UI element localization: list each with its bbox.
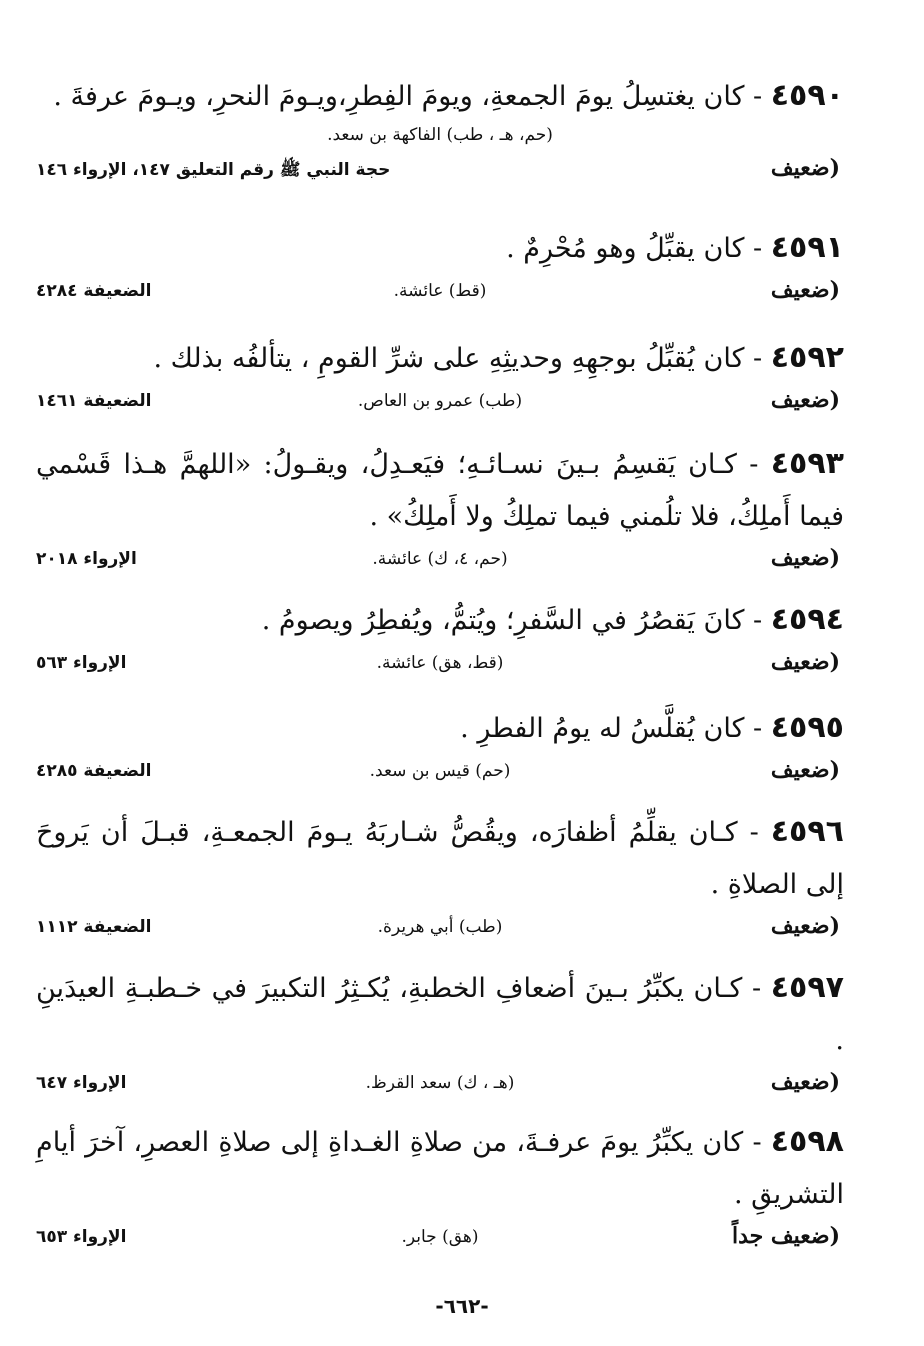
hadith-text: ٤٥٩١ - كان يقبِّلُ وهو مُحْرِمٌ . — [506, 230, 844, 265]
hadith-reference: الإرواء ٢٠١٨ — [36, 549, 137, 569]
hadith-text: ٤٥٩٨ - كان يكبِّرُ يومَ عرفـةَ، من صلاةِ الغـداةِ إلى صلاةِ العصرِ، آخرَ أيامِ التشريقِ . — [36, 1124, 844, 1210]
hadith-entry-4598 — [36, 1116, 844, 1259]
hadith-text: ٤٥٩٧ - كـان يكبِّرُ بـينَ أضعافِ الخطبةِ، يُكـثِرُ التكبيرَ في خـطبـةِ العيدَينِ . — [36, 970, 844, 1056]
hadith-body: كـان يقلِّمُ أظفارَه، ويقُصُّ شـاربَهُ يـومَ الجمعـةِ، قبـلَ أن يَروحَ إلى الصلاةِ . — [36, 817, 844, 900]
grade-line — [36, 649, 844, 685]
hadith-sources: (قط، هق) عائشة. — [376, 653, 504, 673]
page-number: -٦٦٢- — [435, 1294, 489, 1318]
hadith-text: ٤٥٩٣ - كـان يَقسِمُ بـينَ نسـائـهِ؛ فيَعـدِلُ، ويقـولُ: «اللهمَّ هـذا قَسْمي فيما أَملِكُ، فلا تلُمني فيما تملِكُ ولا أَملِكُ» . — [36, 446, 844, 532]
hadith-number: ٤٥٩٧ — [770, 970, 844, 1005]
hadith-reference: الضعيفة ٤٢٨٤ — [36, 281, 152, 301]
hadith-text: ٤٥٩٦ - كـان يقلِّمُ أظفارَه، ويقُصُّ شـاربَهُ يـومَ الجمعـةِ، قبـلَ أن يَروحَ إلى الصلاةِ . — [36, 814, 844, 900]
hadith-entry-4591 — [36, 222, 844, 313]
hadith-entry-4596 — [36, 806, 844, 949]
grade-label: (ضعيف — [770, 913, 840, 939]
grade-label: (ضعيف جداً — [731, 1223, 840, 1249]
hadith-entry-4595 — [36, 702, 844, 793]
hadith-entry-4593 — [36, 438, 844, 581]
grade-label: (ضعيف — [770, 155, 840, 181]
hadith-sources: (حم، ٤، ك) عائشة. — [372, 549, 508, 569]
hadith-number: ٤٥٩١ — [770, 230, 844, 265]
hadith-reference: حجة النبي ﷺ رقم التعليق ١٤٧، الإرواء ١٤٦ — [36, 160, 391, 180]
source-line — [36, 125, 844, 153]
hadith-sources: (طب) عمرو بن العاص. — [357, 391, 523, 411]
grade-line — [36, 1069, 844, 1105]
hadith-reference: الضعيفة ٤٢٨٥ — [36, 761, 152, 781]
grade-label: (ضعيف — [770, 277, 840, 303]
hadith-reference: الإرواء ٦٥٣ — [36, 1227, 127, 1247]
hadith-reference: الضعيفة ١٤٦١ — [36, 391, 152, 411]
hadith-body: كان يقبِّلُ وهو مُحْرِمٌ . — [506, 233, 745, 264]
grade-label: (ضعيف — [770, 545, 840, 571]
hadith-text: ٤٥٩٤ - كانَ يَقصُرُ في السَّفرِ؛ ويُتمُّ، ويُفطِرُ ويصومُ . — [261, 602, 844, 637]
hadith-entry-4590 — [36, 70, 844, 191]
grade-label: (ضعيف — [770, 387, 840, 413]
grade-line — [36, 757, 844, 793]
hadith-body: كان يغتسِلُ يومَ الجمعةِ، ويومَ الفِطرِ،ويـومَ النحرِ، ويـومَ عرفةَ . — [53, 81, 745, 112]
hadith-body: كانَ يَقصُرُ في السَّفرِ؛ ويُتمُّ، ويُفطِرُ ويصومُ . — [261, 605, 745, 636]
hadith-entry-4592 — [36, 332, 844, 423]
hadith-sources: (هـ ، ك) سعد القرظ. — [365, 1073, 515, 1093]
grade-label: (ضعيف — [770, 1069, 840, 1095]
hadith-number: ٤٥٩٦ — [770, 814, 844, 849]
hadith-number: ٤٥٩٣ — [770, 446, 844, 481]
hadith-entry-4597 — [36, 962, 844, 1105]
hadith-text: ٤٥٩٢ - كان يُقبِّلُ بوجهِهِ وحديثِهِ على شرِّ القومِ ، يتألفُه بذلك . — [153, 340, 844, 375]
hadith-number: ٤٥٩٢ — [770, 340, 844, 375]
hadith-text: ٤٥٩٥ - كان يُقلَّسُ له يومُ الفطرِ . — [460, 710, 844, 745]
hadith-body: كـان يَقسِمُ بـينَ نسـائـهِ؛ فيَعـدِلُ، ويقـولُ: «اللهمَّ هـذا قَسْمي فيما أَملِكُ، فلا تلُمني فيما تملِكُ ولا أَملِكُ» . — [36, 449, 844, 532]
grade-label: (ضعيف — [770, 649, 840, 675]
hadith-number: ٤٥٩٥ — [770, 710, 844, 745]
grade-label: (ضعيف — [770, 757, 840, 783]
hadith-sources: (حم) قيس بن سعد. — [369, 761, 511, 781]
hadith-entry-4594 — [36, 594, 844, 685]
hadith-sources: (قط) عائشة. — [393, 281, 487, 301]
hadith-body: كـان يكبِّرُ بـينَ أضعافِ الخطبةِ، يُكـثِرُ التكبيرَ في خـطبـةِ العيدَينِ . — [36, 973, 844, 1056]
grade-line — [36, 913, 844, 949]
grade-line — [36, 155, 844, 191]
hadith-sources: (طب) أبي هريرة. — [377, 917, 503, 937]
hadith-body: كان يُقبِّلُ بوجهِهِ وحديثِهِ على شرِّ القومِ ، يتألفُه بذلك . — [153, 343, 745, 374]
hadith-body: كان يكبِّرُ يومَ عرفـةَ، من صلاةِ الغـداةِ إلى صلاةِ العصرِ، آخرَ أيامِ التشريقِ . — [36, 1127, 844, 1210]
hadith-sources: (حم، هـ ، طب) الفاكهة بن سعد. — [327, 125, 553, 145]
grade-line — [36, 387, 844, 423]
grade-line — [36, 1223, 844, 1259]
hadith-text: ٤٥٩٠ - كان يغتسِلُ يومَ الجمعةِ، ويومَ الفِطرِ،ويـومَ النحرِ، ويـومَ عرفةَ . — [53, 78, 844, 113]
hadith-number: ٤٥٩٤ — [770, 602, 844, 637]
hadith-reference: الإرواء ٥٦٣ — [36, 653, 127, 673]
hadith-number: ٤٥٩٨ — [770, 1124, 844, 1159]
hadith-sources: (هق) جابر. — [401, 1227, 479, 1247]
hadith-body: كان يُقلَّسُ له يومُ الفطرِ . — [460, 713, 745, 744]
hadith-number: ٤٥٩٠ — [770, 78, 844, 113]
hadith-reference: الإرواء ٦٤٧ — [36, 1073, 127, 1093]
grade-line — [36, 545, 844, 581]
grade-line — [36, 277, 844, 313]
hadith-reference: الضعيفة ١١١٢ — [36, 917, 152, 937]
